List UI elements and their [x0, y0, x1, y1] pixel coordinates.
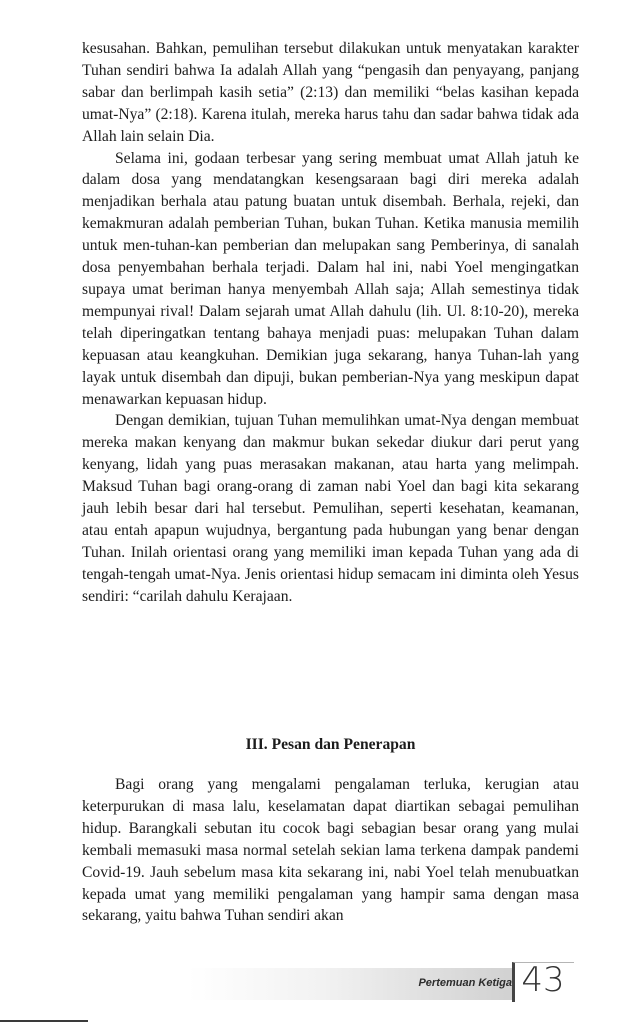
- page-number: 43: [521, 960, 565, 1000]
- footer-chapter-label: Pertemuan Ketiga: [418, 977, 512, 989]
- paragraph-purpose: Dengan demikian, tujuan Tuhan memulihkan umat-Nya dengan membuat mereka makan kenyang dan makmur bukan sekedar diukur dari perut yang kenyang, lidah yang puas merasakan makanan, atau harta yang melimpah. Maksud Tuhan bagi orang-orang di zaman nabi Yoel dan bagi kita sekarang jauh lebih besar dari hal tersebut. Pemulihan, seperti kesehatan, keamanan, atau entah apapun wujudnya, bergantung pada hubungan yang benar dengan Tuhan. Inilah orientasi orang yang memiliki iman kepada Tuhan yang ada di tengah-tengah umat-Nya. Jenis orientasi hidup semacam ini diminta oleh Yesus sendiri: “carilah dahulu Kerajaan.: [82, 412, 579, 605]
- paragraph-continuation: kesusahan. Bahkan, pemulihan tersebut dilakukan untuk menyatakan karakter Tuhan sendiri bahwa Ia adalah Allah yang “pengasih dan penyayang, panjang sabar dan berlimpah kasih setia” (2:13) dan memiliki “belas kasihan kepada umat-Nya” (2:18). Karena itulah, mereka harus tahu dan sadar bahwa tidak ada Allah lain selain Dia.: [82, 40, 579, 145]
- bottom-rule: [0, 1020, 88, 1022]
- body-text-top: [82, 38, 579, 608]
- body-text-bottom: [82, 774, 579, 927]
- section-heading: III. Pesan dan Penerapan: [245, 736, 416, 753]
- paragraph-temptation: Selama ini, godaan terbesar yang sering membuat umat Allah jatuh ke dalam dosa yang mendatangkan kesengsaraan bagi diri mereka adalah menjadikan berhala atau patung buatan untuk disembah. Berhala, rejeki, dan kemakmuran adalah pemberian Tuhan, bukan Tuhan. Ketika manusia memilih untuk men-tuhan-kan pemberian dan melupakan sang Pemberinya, di sanalah dosa penyembahan berhala terjadi. Dalam hal ini, nabi Yoel mengingatkan supaya umat beriman hanya menyembah Allah saja; Allah semestinya tidak mempunyai rival! Dalam sejarah umat Allah dahulu (lih. Ul. 8:10-20), mereka telah diperingatkan tentang bahaya menjadi puas: melupakan Tuhan dalam kepuasan atau keangkuhan. Demikian juga sekarang, hanya Tuhan-lah yang layak untuk disembah dan dipuji, bukan pemberian-Nya yang meskipun dapat menawarkan kepuasan hidup.: [82, 149, 579, 408]
- paragraph-application: Bagi orang yang mengalami pengalaman terluka, kerugian atau keterpurukan di masa lalu, keselamatan dapat diartikan sebagai pemulihan hidup. Barangkali sebutan itu cocok bagi sebagian besar orang yang mulai kembali memasuki masa normal setelah sekian lama terkena dampak pandemi Covid-19. Jauh sebelum masa kita sekarang ini, nabi Yoel telah menubuatkan kepada umat yang memiliki pengalaman yang hampir sama dengan masa sekarang, yaitu bahwa Tuhan sendiri akan: [82, 776, 579, 925]
